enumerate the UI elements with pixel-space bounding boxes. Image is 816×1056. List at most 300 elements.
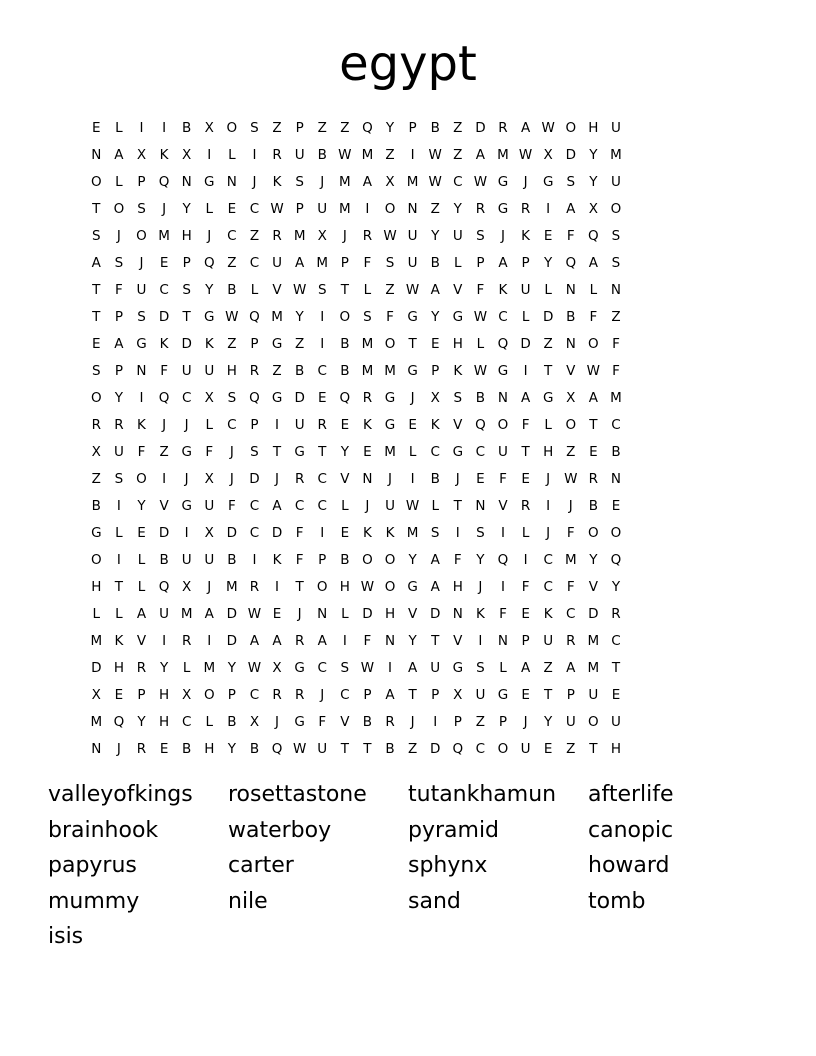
grid-letter[interactable]: B bbox=[566, 308, 576, 325]
grid-letter[interactable]: F bbox=[499, 470, 507, 487]
grid-letter[interactable]: I bbox=[433, 713, 438, 730]
grid-letter[interactable]: L bbox=[205, 416, 214, 433]
grid-letter[interactable]: A bbox=[407, 659, 418, 676]
grid-letter[interactable]: R bbox=[249, 578, 260, 595]
grid-letter[interactable]: R bbox=[294, 470, 305, 487]
grid-letter[interactable]: W bbox=[292, 281, 307, 298]
grid-letter[interactable]: K bbox=[385, 524, 395, 541]
grid-letter[interactable]: T bbox=[544, 686, 553, 703]
grid-letter[interactable]: O bbox=[497, 740, 509, 757]
grid-letter[interactable]: Q bbox=[610, 551, 622, 568]
grid-letter[interactable]: J bbox=[523, 173, 528, 190]
grid-letter[interactable]: N bbox=[565, 281, 576, 298]
grid-letter[interactable]: Y bbox=[159, 659, 169, 676]
grid-letter[interactable]: A bbox=[114, 146, 124, 163]
grid-letter[interactable]: H bbox=[588, 119, 599, 136]
grid-letter[interactable]: P bbox=[114, 362, 123, 379]
grid-letter[interactable]: W bbox=[473, 173, 488, 190]
grid-letter[interactable]: O bbox=[384, 335, 396, 352]
grid-letter[interactable]: D bbox=[249, 470, 260, 487]
grid-letter[interactable]: Q bbox=[339, 389, 351, 406]
grid-letter[interactable]: G bbox=[452, 308, 464, 325]
grid-letter[interactable]: A bbox=[430, 578, 440, 595]
grid-letter[interactable]: U bbox=[565, 713, 576, 730]
grid-letter[interactable]: E bbox=[92, 335, 101, 352]
grid-letter[interactable]: O bbox=[203, 686, 215, 703]
grid-letter[interactable]: X bbox=[91, 686, 101, 703]
grid-letter[interactable]: H bbox=[91, 578, 102, 595]
grid-letter[interactable]: T bbox=[589, 740, 598, 757]
grid-letter[interactable]: Z bbox=[566, 443, 576, 460]
grid-letter[interactable]: Z bbox=[543, 335, 553, 352]
grid-letter[interactable]: H bbox=[610, 740, 622, 757]
grid-letter[interactable]: N bbox=[407, 200, 418, 217]
grid-letter[interactable]: I bbox=[523, 362, 528, 379]
grid-letter[interactable]: J bbox=[297, 605, 302, 622]
grid-letter[interactable]: Y bbox=[544, 254, 553, 271]
grid-letter[interactable]: U bbox=[430, 659, 441, 676]
grid-letter[interactable]: K bbox=[362, 416, 372, 433]
grid-letter[interactable]: U bbox=[317, 740, 328, 757]
grid-letter[interactable]: S bbox=[566, 173, 576, 190]
grid-letter[interactable]: Z bbox=[430, 200, 440, 217]
grid-letter[interactable]: P bbox=[114, 308, 123, 325]
grid-letter[interactable]: Y bbox=[340, 443, 349, 460]
grid-letter[interactable]: W bbox=[338, 146, 352, 163]
grid-letter[interactable]: D bbox=[271, 524, 283, 541]
grid-letter[interactable]: L bbox=[521, 524, 530, 541]
grid-letter[interactable]: N bbox=[610, 281, 621, 298]
grid-letter[interactable]: P bbox=[498, 713, 508, 730]
grid-letter[interactable]: C bbox=[227, 416, 237, 433]
grid-letter[interactable]: N bbox=[91, 146, 102, 163]
grid-letter[interactable]: N bbox=[384, 632, 396, 649]
grid-letter[interactable]: D bbox=[542, 308, 554, 325]
grid-letter[interactable]: X bbox=[204, 119, 214, 136]
grid-letter[interactable]: X bbox=[204, 389, 214, 406]
grid-letter[interactable]: V bbox=[340, 470, 350, 487]
grid-letter[interactable]: E bbox=[272, 605, 282, 622]
grid-letter[interactable]: E bbox=[92, 119, 101, 136]
grid-letter[interactable]: G bbox=[294, 443, 305, 460]
grid-letter[interactable]: Y bbox=[431, 227, 440, 244]
grid-letter[interactable]: X bbox=[182, 686, 192, 703]
grid-letter[interactable]: W bbox=[247, 659, 262, 676]
grid-letter[interactable]: X bbox=[317, 227, 327, 244]
grid-letter[interactable]: S bbox=[476, 227, 485, 244]
grid-letter[interactable]: U bbox=[113, 443, 124, 460]
grid-letter[interactable]: B bbox=[340, 551, 350, 568]
grid-letter[interactable]: S bbox=[453, 389, 463, 406]
grid-letter[interactable]: B bbox=[227, 281, 237, 298]
grid-letter[interactable]: J bbox=[229, 470, 234, 487]
grid-letter[interactable]: L bbox=[341, 497, 349, 514]
grid-letter[interactable]: O bbox=[384, 200, 396, 217]
grid-letter[interactable]: P bbox=[318, 551, 327, 568]
grid-letter[interactable]: R bbox=[249, 362, 260, 379]
grid-letter[interactable]: U bbox=[407, 227, 418, 244]
grid-letter[interactable]: I bbox=[320, 524, 325, 541]
grid-letter[interactable]: C bbox=[543, 578, 553, 595]
grid-letter[interactable]: S bbox=[92, 362, 101, 379]
grid-letter[interactable]: T bbox=[295, 578, 304, 595]
grid-letter[interactable]: R bbox=[294, 686, 305, 703]
grid-letter[interactable]: P bbox=[521, 254, 530, 271]
grid-letter[interactable]: Y bbox=[227, 659, 236, 676]
grid-letter[interactable]: G bbox=[271, 389, 283, 406]
grid-letter[interactable]: N bbox=[452, 605, 463, 622]
grid-letter[interactable]: E bbox=[317, 389, 327, 406]
grid-letter[interactable]: O bbox=[588, 335, 599, 352]
grid-letter[interactable]: E bbox=[521, 470, 530, 487]
grid-letter[interactable]: J bbox=[478, 578, 483, 595]
grid-letter[interactable]: T bbox=[589, 416, 598, 433]
grid-letter[interactable]: O bbox=[384, 578, 396, 595]
grid-letter[interactable]: K bbox=[475, 605, 485, 622]
grid-letter[interactable]: U bbox=[611, 713, 621, 730]
grid-letter[interactable]: R bbox=[181, 632, 192, 649]
grid-letter[interactable]: X bbox=[204, 470, 214, 487]
grid-letter[interactable]: L bbox=[137, 551, 146, 568]
grid-letter[interactable]: C bbox=[249, 200, 260, 217]
grid-letter[interactable]: G bbox=[294, 659, 305, 676]
grid-letter[interactable]: M bbox=[271, 308, 283, 325]
grid-letter[interactable]: O bbox=[610, 524, 622, 541]
grid-letter[interactable]: U bbox=[159, 605, 170, 622]
grid-letter[interactable]: D bbox=[181, 335, 192, 352]
grid-letter[interactable]: O bbox=[136, 470, 147, 487]
grid-letter[interactable]: R bbox=[475, 200, 486, 217]
grid-letter[interactable]: M bbox=[361, 335, 374, 352]
grid-letter[interactable]: H bbox=[159, 686, 170, 703]
grid-letter[interactable]: N bbox=[226, 173, 237, 190]
grid-letter[interactable]: H bbox=[452, 335, 463, 352]
grid-letter[interactable]: D bbox=[158, 524, 170, 541]
grid-letter[interactable]: S bbox=[114, 470, 124, 487]
grid-letter[interactable]: P bbox=[340, 254, 349, 271]
grid-letter[interactable]: C bbox=[317, 470, 327, 487]
grid-letter[interactable]: V bbox=[159, 497, 169, 514]
grid-letter[interactable]: J bbox=[116, 227, 121, 244]
grid-letter[interactable]: N bbox=[181, 173, 192, 190]
grid-letter[interactable]: C bbox=[430, 443, 440, 460]
grid-letter[interactable]: S bbox=[363, 308, 372, 325]
grid-letter[interactable]: W bbox=[428, 173, 442, 190]
grid-letter[interactable]: O bbox=[90, 173, 102, 190]
grid-letter[interactable]: K bbox=[159, 146, 169, 163]
grid-letter[interactable]: X bbox=[182, 146, 192, 163]
grid-letter[interactable]: I bbox=[320, 308, 325, 325]
grid-letter[interactable]: E bbox=[476, 470, 485, 487]
grid-letter[interactable]: A bbox=[295, 254, 305, 271]
grid-letter[interactable]: W bbox=[564, 470, 578, 487]
grid-letter[interactable]: X bbox=[566, 389, 576, 406]
grid-letter[interactable]: B bbox=[182, 740, 192, 757]
grid-letter[interactable]: C bbox=[543, 551, 553, 568]
grid-letter[interactable]: K bbox=[272, 551, 282, 568]
grid-letter[interactable]: O bbox=[113, 200, 125, 217]
grid-letter[interactable]: U bbox=[272, 254, 282, 271]
grid-letter[interactable]: Z bbox=[385, 281, 395, 298]
grid-letter[interactable]: R bbox=[114, 416, 124, 433]
grid-letter[interactable]: Z bbox=[453, 146, 463, 163]
grid-letter[interactable]: F bbox=[566, 578, 575, 595]
grid-letter[interactable]: X bbox=[182, 578, 192, 595]
grid-letter[interactable]: P bbox=[295, 200, 304, 217]
grid-letter[interactable]: J bbox=[162, 200, 167, 217]
grid-letter[interactable]: E bbox=[611, 497, 621, 514]
grid-letter[interactable]: T bbox=[408, 335, 417, 352]
grid-letter[interactable]: Y bbox=[476, 551, 485, 568]
grid-letter[interactable]: Z bbox=[475, 713, 486, 730]
grid-letter[interactable]: K bbox=[362, 524, 372, 541]
grid-letter[interactable]: Q bbox=[362, 119, 373, 136]
grid-letter[interactable]: M bbox=[361, 146, 374, 163]
grid-letter[interactable]: E bbox=[340, 416, 350, 433]
grid-letter[interactable]: B bbox=[430, 470, 440, 487]
grid-letter[interactable]: Z bbox=[543, 659, 553, 676]
grid-letter[interactable]: N bbox=[497, 632, 509, 649]
grid-letter[interactable]: I bbox=[546, 200, 551, 217]
grid-letter[interactable]: M bbox=[564, 551, 577, 568]
grid-letter[interactable]: B bbox=[227, 713, 237, 730]
grid-letter[interactable]: S bbox=[250, 443, 259, 460]
grid-letter[interactable]: A bbox=[272, 632, 282, 649]
grid-letter[interactable]: V bbox=[136, 632, 147, 649]
grid-letter[interactable]: M bbox=[90, 632, 103, 649]
grid-letter[interactable]: J bbox=[410, 713, 415, 730]
grid-letter[interactable]: U bbox=[294, 146, 305, 163]
grid-letter[interactable]: G bbox=[407, 308, 418, 325]
grid-letter[interactable]: Y bbox=[137, 497, 146, 514]
grid-letter[interactable]: Y bbox=[114, 389, 124, 406]
grid-letter[interactable]: J bbox=[320, 686, 325, 703]
grid-letter[interactable]: O bbox=[588, 713, 599, 730]
grid-letter[interactable]: A bbox=[430, 551, 440, 568]
grid-letter[interactable]: Y bbox=[589, 146, 598, 163]
grid-letter[interactable]: Z bbox=[272, 362, 282, 379]
grid-letter[interactable]: H bbox=[159, 713, 170, 730]
grid-letter[interactable]: F bbox=[386, 308, 394, 325]
grid-letter[interactable]: J bbox=[162, 416, 167, 433]
grid-letter[interactable]: W bbox=[360, 659, 375, 676]
grid-letter[interactable]: L bbox=[250, 281, 259, 298]
grid-letter[interactable]: Y bbox=[589, 173, 598, 190]
grid-letter[interactable]: E bbox=[611, 686, 621, 703]
grid-letter[interactable]: M bbox=[203, 659, 216, 676]
grid-letter[interactable]: K bbox=[543, 605, 553, 622]
grid-letter[interactable]: P bbox=[295, 119, 304, 136]
grid-letter[interactable]: B bbox=[340, 362, 350, 379]
grid-letter[interactable]: M bbox=[180, 605, 193, 622]
grid-letter[interactable]: S bbox=[476, 524, 485, 541]
grid-letter[interactable]: X bbox=[543, 146, 553, 163]
grid-letter[interactable]: R bbox=[136, 659, 147, 676]
grid-letter[interactable]: Z bbox=[611, 308, 621, 325]
grid-letter[interactable]: A bbox=[249, 632, 260, 649]
grid-letter[interactable]: Q bbox=[249, 308, 260, 325]
grid-letter[interactable]: F bbox=[453, 551, 462, 568]
grid-letter[interactable]: K bbox=[430, 416, 440, 433]
grid-letter[interactable]: Z bbox=[227, 335, 237, 352]
grid-letter[interactable]: W bbox=[292, 740, 307, 757]
grid-letter[interactable]: P bbox=[521, 632, 530, 649]
grid-letter[interactable]: A bbox=[91, 254, 101, 271]
grid-letter[interactable]: S bbox=[385, 254, 395, 271]
grid-letter[interactable]: L bbox=[92, 605, 101, 622]
grid-letter[interactable]: U bbox=[543, 632, 554, 649]
grid-letter[interactable]: A bbox=[588, 389, 598, 406]
grid-letter[interactable]: C bbox=[227, 227, 237, 244]
grid-letter[interactable]: I bbox=[162, 470, 167, 487]
grid-letter[interactable]: M bbox=[90, 713, 103, 730]
grid-letter[interactable]: A bbox=[566, 200, 576, 217]
grid-letter[interactable]: J bbox=[320, 173, 325, 190]
grid-letter[interactable]: P bbox=[227, 686, 236, 703]
grid-letter[interactable]: F bbox=[295, 524, 304, 541]
grid-letter[interactable]: H bbox=[543, 443, 554, 460]
grid-letter[interactable]: J bbox=[455, 470, 460, 487]
grid-letter[interactable]: U bbox=[136, 281, 147, 298]
grid-letter[interactable]: F bbox=[521, 578, 530, 595]
grid-letter[interactable]: S bbox=[611, 227, 621, 244]
grid-letter[interactable]: Y bbox=[137, 713, 146, 730]
grid-letter[interactable]: I bbox=[116, 497, 121, 514]
grid-letter[interactable]: J bbox=[116, 740, 121, 757]
grid-letter[interactable]: I bbox=[207, 146, 212, 163]
grid-letter[interactable]: P bbox=[250, 416, 259, 433]
grid-letter[interactable]: A bbox=[136, 605, 147, 622]
grid-letter[interactable]: W bbox=[586, 362, 601, 379]
grid-letter[interactable]: F bbox=[612, 362, 620, 379]
grid-letter[interactable]: R bbox=[588, 470, 599, 487]
grid-letter[interactable]: O bbox=[316, 578, 328, 595]
grid-letter[interactable]: C bbox=[249, 524, 260, 541]
grid-letter[interactable]: H bbox=[384, 605, 396, 622]
grid-letter[interactable]: O bbox=[339, 308, 351, 325]
grid-letter[interactable]: S bbox=[92, 227, 101, 244]
grid-letter[interactable]: I bbox=[546, 497, 551, 514]
grid-letter[interactable]: U bbox=[588, 686, 599, 703]
grid-letter[interactable]: U bbox=[498, 443, 508, 460]
grid-letter[interactable]: R bbox=[294, 632, 305, 649]
grid-letter[interactable]: S bbox=[182, 281, 191, 298]
grid-letter[interactable]: F bbox=[589, 308, 598, 325]
grid-letter[interactable]: T bbox=[340, 740, 349, 757]
grid-letter[interactable]: Y bbox=[295, 308, 304, 325]
grid-letter[interactable]: E bbox=[521, 686, 530, 703]
grid-letter[interactable]: Q bbox=[271, 740, 283, 757]
grid-letter[interactable]: Y bbox=[205, 281, 214, 298]
grid-letter[interactable]: I bbox=[252, 551, 257, 568]
grid-letter[interactable]: R bbox=[520, 200, 531, 217]
grid-letter[interactable]: Z bbox=[566, 740, 576, 757]
grid-letter[interactable]: J bbox=[139, 254, 144, 271]
grid-letter[interactable]: C bbox=[317, 362, 327, 379]
grid-letter[interactable]: R bbox=[520, 497, 531, 514]
grid-letter[interactable]: F bbox=[115, 281, 123, 298]
grid-letter[interactable]: W bbox=[225, 308, 239, 325]
grid-letter[interactable]: C bbox=[249, 254, 260, 271]
grid-letter[interactable]: X bbox=[91, 443, 101, 460]
grid-letter[interactable]: Z bbox=[295, 335, 305, 352]
grid-letter[interactable]: T bbox=[114, 578, 124, 595]
grid-letter[interactable]: R bbox=[136, 740, 147, 757]
grid-letter[interactable]: N bbox=[565, 335, 576, 352]
grid-letter[interactable]: V bbox=[272, 281, 282, 298]
grid-letter[interactable]: S bbox=[476, 659, 485, 676]
grid-letter[interactable]: C bbox=[181, 713, 192, 730]
grid-letter[interactable]: Z bbox=[249, 227, 260, 244]
grid-letter[interactable]: X bbox=[385, 173, 395, 190]
grid-letter[interactable]: A bbox=[498, 254, 508, 271]
grid-letter[interactable]: J bbox=[546, 470, 551, 487]
grid-letter[interactable]: Q bbox=[158, 173, 170, 190]
grid-letter[interactable]: H bbox=[181, 227, 192, 244]
grid-letter[interactable]: B bbox=[340, 335, 350, 352]
grid-letter[interactable]: G bbox=[452, 443, 464, 460]
grid-letter[interactable]: R bbox=[272, 146, 282, 163]
grid-letter[interactable]: Y bbox=[182, 200, 191, 217]
grid-letter[interactable]: N bbox=[610, 470, 621, 487]
grid-letter[interactable]: W bbox=[473, 308, 488, 325]
grid-letter[interactable]: V bbox=[498, 497, 508, 514]
grid-letter[interactable]: E bbox=[521, 605, 530, 622]
grid-letter[interactable]: V bbox=[453, 281, 463, 298]
grid-letter[interactable]: F bbox=[160, 362, 168, 379]
grid-letter[interactable]: J bbox=[275, 713, 280, 730]
grid-letter[interactable]: B bbox=[385, 740, 395, 757]
grid-letter[interactable]: M bbox=[497, 146, 509, 163]
grid-letter[interactable]: G bbox=[452, 659, 464, 676]
grid-letter[interactable]: U bbox=[204, 551, 215, 568]
grid-letter[interactable]: F bbox=[566, 227, 575, 244]
grid-letter[interactable]: Z bbox=[385, 146, 395, 163]
grid-letter[interactable]: F bbox=[363, 254, 372, 271]
grid-letter[interactable]: I bbox=[139, 119, 144, 136]
grid-letter[interactable]: U bbox=[204, 497, 215, 514]
grid-letter[interactable]: L bbox=[589, 281, 598, 298]
grid-letter[interactable]: C bbox=[294, 497, 305, 514]
grid-letter[interactable]: Y bbox=[431, 308, 440, 325]
grid-letter[interactable]: R bbox=[362, 227, 373, 244]
grid-letter[interactable]: I bbox=[500, 524, 505, 541]
grid-letter[interactable]: Q bbox=[158, 578, 170, 595]
grid-letter[interactable]: F bbox=[205, 443, 214, 460]
grid-letter[interactable]: U bbox=[204, 362, 215, 379]
grid-letter[interactable]: J bbox=[523, 713, 528, 730]
grid-letter[interactable]: J bbox=[184, 470, 189, 487]
grid-letter[interactable]: C bbox=[249, 497, 260, 514]
grid-letter[interactable]: I bbox=[410, 470, 415, 487]
grid-letter[interactable]: F bbox=[566, 524, 575, 541]
grid-letter[interactable]: U bbox=[611, 173, 621, 190]
grid-letter[interactable]: O bbox=[362, 551, 373, 568]
grid-letter[interactable]: L bbox=[363, 281, 372, 298]
grid-letter[interactable]: K bbox=[137, 416, 146, 433]
grid-letter[interactable]: A bbox=[588, 254, 598, 271]
grid-letter[interactable]: R bbox=[385, 713, 395, 730]
grid-letter[interactable]: Y bbox=[408, 551, 417, 568]
grid-letter[interactable]: O bbox=[90, 389, 102, 406]
grid-letter[interactable]: Z bbox=[453, 119, 463, 136]
grid-letter[interactable]: O bbox=[226, 119, 238, 136]
grid-letter[interactable]: I bbox=[252, 146, 257, 163]
grid-letter[interactable]: M bbox=[339, 200, 351, 217]
grid-letter[interactable]: I bbox=[320, 335, 325, 352]
grid-letter[interactable]: I bbox=[162, 632, 167, 649]
grid-letter[interactable]: Z bbox=[159, 443, 169, 460]
